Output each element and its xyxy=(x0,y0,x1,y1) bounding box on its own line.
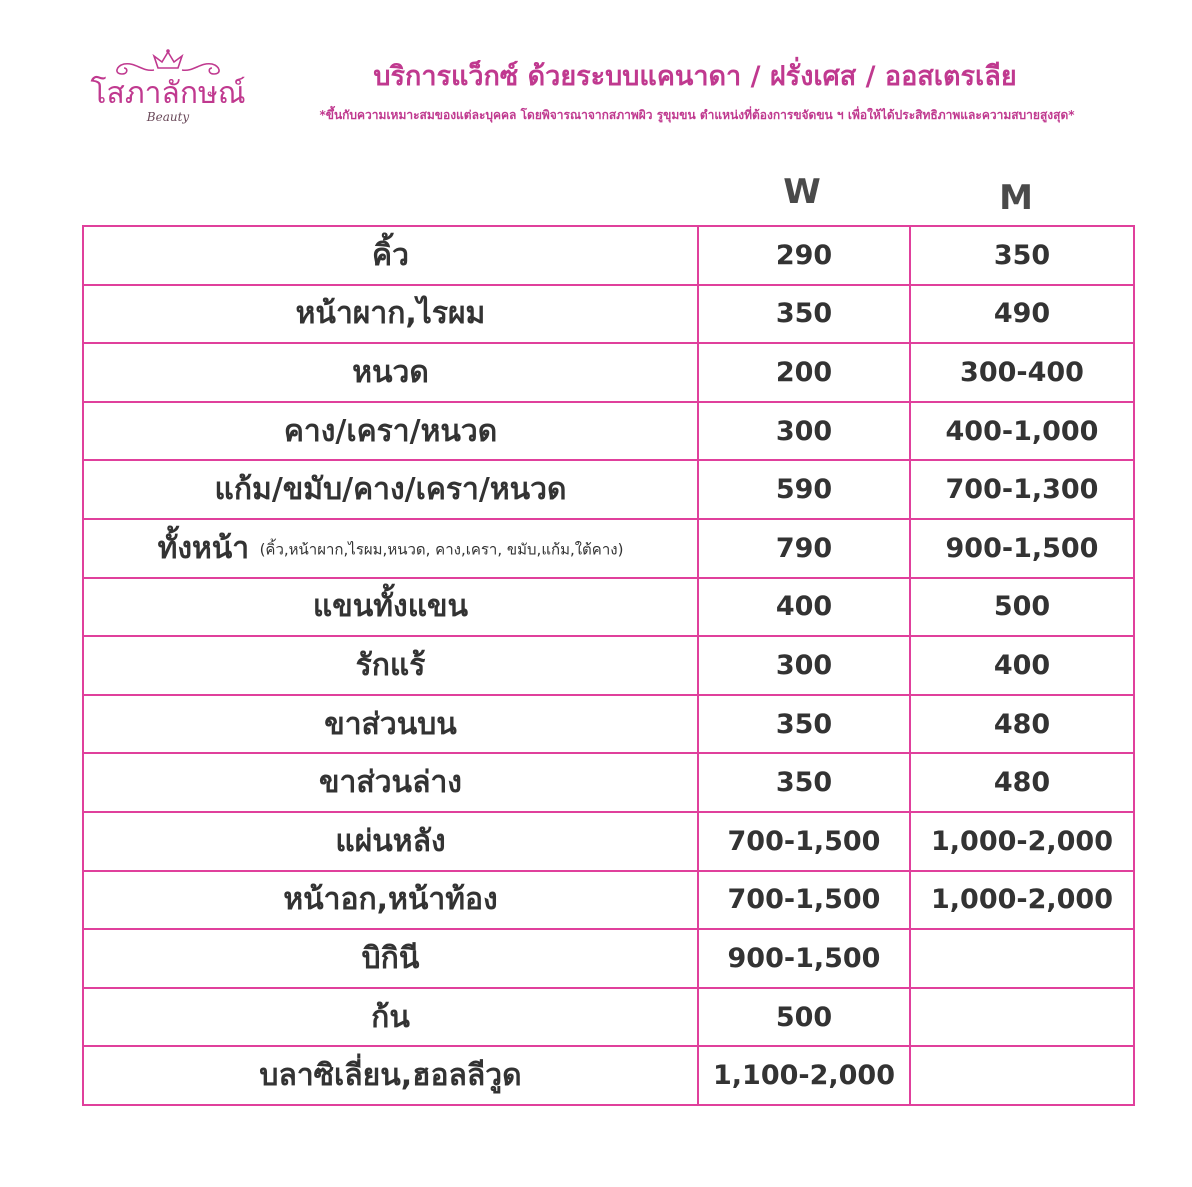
price-women: 900-1,500 xyxy=(698,929,910,988)
logo-name: โสภาลักษณ์ xyxy=(90,76,246,111)
table-row xyxy=(83,812,1134,871)
price-men xyxy=(910,1046,1134,1105)
table-row xyxy=(83,988,1134,1047)
price-women: 1,100-2,000 xyxy=(698,1046,910,1105)
table-row xyxy=(83,402,1134,461)
table-row xyxy=(83,343,1134,402)
price-women: 700-1,500 xyxy=(698,871,910,930)
table-row xyxy=(83,753,1134,812)
column-header-men: M xyxy=(999,178,1033,218)
price-men: 900-1,500 xyxy=(910,519,1134,578)
service-name: บิกินี xyxy=(83,929,698,988)
price-men xyxy=(910,929,1134,988)
service-name: รักแร้ xyxy=(83,636,698,695)
page-note: *ขึ้นกับความเหมาะสมของแต่ละบุคคล โดยพิจารณาจากสภาพผิว รูขุมขน ตำแหน่งที่ต้องการขจัดขน ฯ เพื่อให้ได้ประสิทธิภาพและความสบายสูงสุด* xyxy=(319,108,1075,122)
table-row xyxy=(83,695,1134,754)
price-men: 350 xyxy=(910,226,1134,285)
price-men: 300-400 xyxy=(910,343,1134,402)
price-women: 200 xyxy=(698,343,910,402)
price-men: 480 xyxy=(910,695,1134,754)
price-table xyxy=(82,225,1135,1106)
page-title: บริการแว็กซ์ ด้วยระบบแคนาดา / ฝรั่งเศส / ออสเตรเลีย xyxy=(373,61,1017,92)
price-women: 290 xyxy=(698,226,910,285)
price-men xyxy=(910,988,1134,1047)
service-name: หนวด xyxy=(83,343,698,402)
price-women: 400 xyxy=(698,578,910,637)
service-name: ขาส่วนบน xyxy=(83,695,698,754)
table-row xyxy=(83,871,1134,930)
service-name: แขนทั้งแขน xyxy=(83,578,698,637)
logo-subtitle: Beauty xyxy=(146,110,190,124)
price-women: 300 xyxy=(698,402,910,461)
service-name: ขาส่วนล่าง xyxy=(83,753,698,812)
price-women: 700-1,500 xyxy=(698,812,910,871)
service-detail: (คิ้ว,หน้าผาก,ไรผม,หนวด, คาง,เครา, ขมับ,แก้ม,ใต้คาง) xyxy=(259,540,624,559)
price-women: 350 xyxy=(698,285,910,344)
table-row xyxy=(83,460,1134,519)
table-row xyxy=(83,226,1134,285)
price-men: 500 xyxy=(910,578,1134,637)
price-women: 590 xyxy=(698,460,910,519)
price-women: 350 xyxy=(698,753,910,812)
service-name: แผ่นหลัง xyxy=(83,812,698,871)
price-men: 700-1,300 xyxy=(910,460,1134,519)
service-name: คาง/เครา/หนวด xyxy=(83,402,698,461)
table-row xyxy=(83,285,1134,344)
service-name-full-face xyxy=(83,519,698,578)
table-row xyxy=(83,578,1134,637)
table-row xyxy=(83,636,1134,695)
brand-logo xyxy=(88,48,248,134)
price-men: 400 xyxy=(910,636,1134,695)
price-men: 400-1,000 xyxy=(910,402,1134,461)
price-women: 300 xyxy=(698,636,910,695)
service-name: ก้น xyxy=(83,988,698,1047)
price-women: 790 xyxy=(698,519,910,578)
table-row xyxy=(83,1046,1134,1105)
price-women: 350 xyxy=(698,695,910,754)
table-row xyxy=(83,519,1134,578)
service-name: หน้าผาก,ไรผม xyxy=(83,285,698,344)
service-name: แก้ม/ขมับ/คาง/เครา/หนวด xyxy=(83,460,698,519)
price-men: 490 xyxy=(910,285,1134,344)
price-men: 480 xyxy=(910,753,1134,812)
price-women: 500 xyxy=(698,988,910,1047)
price-men: 1,000-2,000 xyxy=(910,871,1134,930)
service-name: คิ้ว xyxy=(83,226,698,285)
service-name: ทั้งหน้า xyxy=(157,530,250,566)
service-name: หน้าอก,หน้าท้อง xyxy=(83,871,698,930)
column-header-women: W xyxy=(783,172,821,212)
table-row xyxy=(83,929,1134,988)
price-men: 1,000-2,000 xyxy=(910,812,1134,871)
service-name: บลาซิเลี่ยน,ฮอลลีวูด xyxy=(83,1046,698,1105)
